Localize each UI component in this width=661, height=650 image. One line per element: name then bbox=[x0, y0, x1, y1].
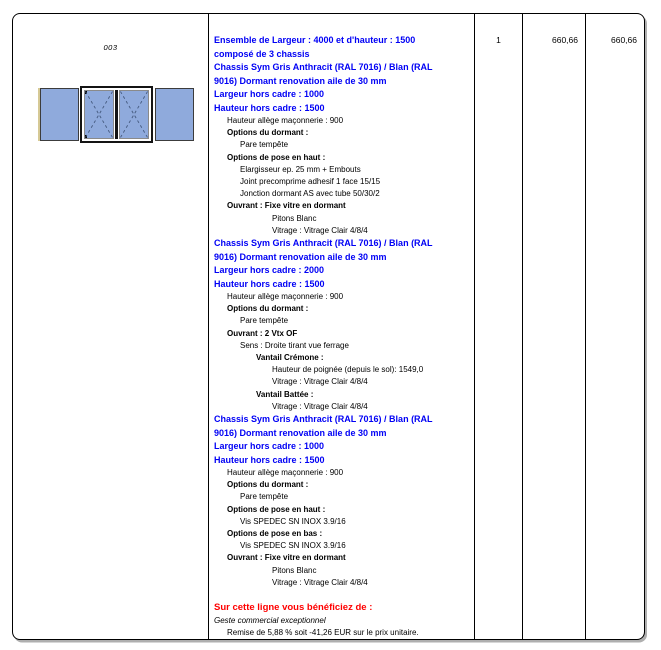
description-line: Pare tempête bbox=[240, 316, 289, 326]
casement-divider bbox=[115, 90, 118, 139]
fixed-pane-right bbox=[155, 88, 194, 141]
description-line: Hauteur hors cadre : 1500 bbox=[214, 454, 325, 465]
total-price-column bbox=[585, 14, 644, 639]
description-line: Ensemble de Largeur : 4000 et d'hauteur : 1500 bbox=[214, 35, 416, 45]
description-line: Hauteur de poignée (depuis le sol): 1549,0 bbox=[272, 365, 424, 375]
description-line: Options de pose en haut : bbox=[227, 152, 326, 162]
description-line: Hauteur allège maçonnerie : 900 bbox=[227, 468, 344, 478]
description-line: Options du dormant : bbox=[227, 480, 309, 490]
total-price-value: 660,66 bbox=[611, 35, 637, 45]
description-line: 9016) Dormant renovation aile de 30 mm bbox=[214, 251, 387, 262]
description-line: Vis SPEDEC SN INOX 3.9/16 bbox=[240, 541, 346, 551]
casement-pane-left bbox=[84, 90, 114, 139]
casement-pane-right bbox=[119, 90, 149, 139]
description-line: Sur cette ligne vous bénéficiez de : bbox=[214, 602, 373, 614]
description-line: Joint precomprime adhesif 1 face 15/15 bbox=[240, 177, 381, 187]
description-lines bbox=[214, 34, 471, 639]
description-column bbox=[208, 14, 474, 639]
description-line: Options du dormant : bbox=[227, 128, 309, 138]
quantity-value: 1 bbox=[496, 35, 501, 45]
description-line: Hauteur allège maçonnerie : 900 bbox=[227, 116, 344, 125]
description-line: Pare tempête bbox=[240, 492, 289, 502]
unit-price-value: 660,66 bbox=[552, 35, 578, 45]
quote-line-item-table bbox=[12, 13, 645, 640]
description-line: Options de pose en bas : bbox=[227, 529, 323, 539]
description-line: Vis SPEDEC SN INOX 3.9/16 bbox=[240, 516, 346, 526]
description-line: Pitons Blanc bbox=[272, 213, 317, 223]
quantity-column bbox=[474, 14, 522, 639]
description-line: Largeur hors cadre : 2000 bbox=[214, 265, 325, 276]
window-elevation-diagram bbox=[38, 86, 196, 143]
description-line: composé de 3 chassis bbox=[214, 48, 310, 59]
description-line: Jonction dormant AS avec tube 50/30/2 bbox=[240, 189, 380, 199]
description-line: Largeur hors cadre : 1000 bbox=[214, 441, 325, 452]
description-line: Ouvrant : Fixe vitre en dormant bbox=[227, 553, 346, 563]
description-line: Ouvrant : Fixe vitre en dormant bbox=[227, 201, 346, 211]
description-line: Hauteur hors cadre : 1500 bbox=[214, 102, 325, 113]
description-line: Vitrage : Vitrage Clair 4/8/4 bbox=[272, 401, 368, 411]
description-line: Vantail Crémone : bbox=[256, 353, 324, 363]
description-line: Largeur hors cadre : 1000 bbox=[214, 89, 325, 99]
description-line: Remise de 5,88 % soit -41,26 EUR sur le prix unitaire. bbox=[227, 628, 419, 638]
description-line: Vitrage : Vitrage Clair 4/8/4 bbox=[272, 577, 368, 587]
description-line: Options du dormant : bbox=[227, 304, 309, 314]
description-line: Pitons Blanc bbox=[272, 565, 317, 575]
description-line: Elargisseur ep. 25 mm + Embouts bbox=[240, 164, 361, 174]
description-line: 9016) Dormant renovation aile de 30 mm bbox=[214, 75, 387, 86]
description-line: Chassis Sym Gris Anthracit (RAL 7016) / Blan (RAL bbox=[214, 414, 433, 425]
fixed-pane-left bbox=[40, 88, 79, 141]
description-line: Geste commercial exceptionnel bbox=[214, 616, 326, 626]
casement-frame bbox=[80, 86, 153, 143]
unit-price-column bbox=[522, 14, 585, 639]
description-line: Ouvrant : 2 Vtx OF bbox=[227, 328, 298, 338]
description-line: Pare tempête bbox=[240, 140, 289, 150]
description-line: Vitrage : Vitrage Clair 4/8/4 bbox=[272, 225, 368, 235]
description-line: Vitrage : Vitrage Clair 4/8/4 bbox=[272, 377, 368, 387]
item-column bbox=[13, 14, 208, 639]
description-line: Sens : Droite tirant vue ferrage bbox=[240, 340, 349, 350]
description-line: Chassis Sym Gris Anthracit (RAL 7016) / Blan (RAL bbox=[214, 62, 433, 72]
description-line: Options de pose en haut : bbox=[227, 504, 326, 514]
item-number: 003 bbox=[103, 43, 118, 52]
opening-cross-icon bbox=[120, 91, 148, 138]
opening-cross-icon bbox=[85, 91, 113, 138]
description-line: Hauteur allège maçonnerie : 900 bbox=[227, 292, 344, 302]
description-line: Chassis Sym Gris Anthracit (RAL 7016) / Blan (RAL bbox=[214, 238, 433, 249]
description-line: Hauteur hors cadre : 1500 bbox=[214, 278, 325, 289]
description-line: 9016) Dormant renovation aile de 30 mm bbox=[214, 427, 387, 438]
description-line: Vantail Battée : bbox=[256, 389, 314, 399]
